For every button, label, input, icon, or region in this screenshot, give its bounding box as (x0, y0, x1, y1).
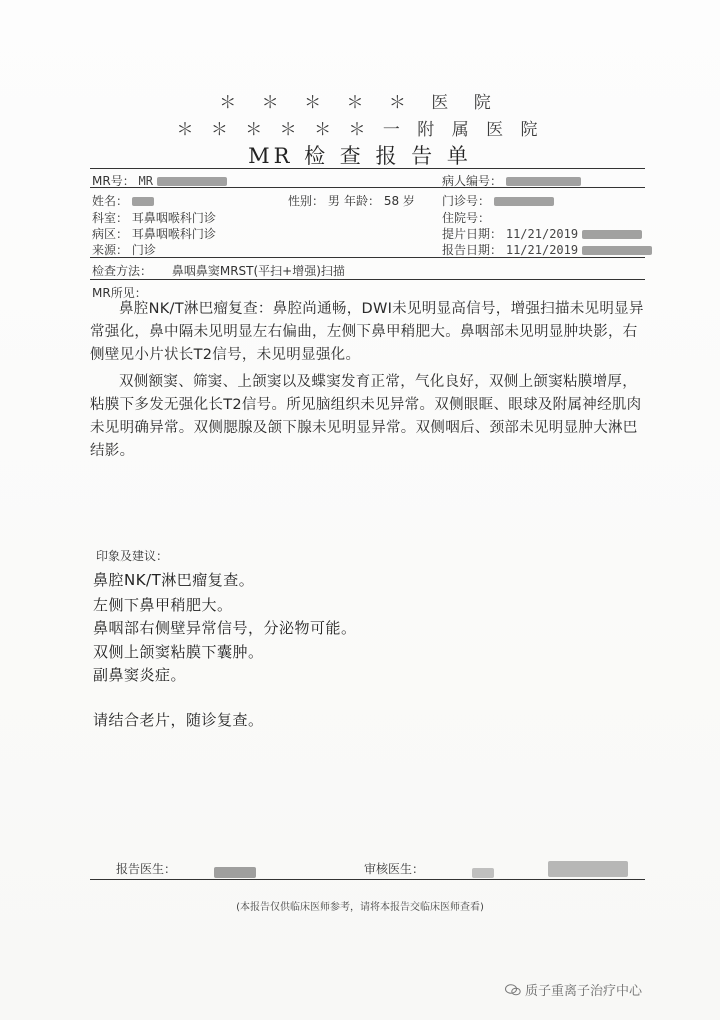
hospital-name-line1: ＊ ＊ ＊ ＊ ＊ 医 院 (219, 93, 501, 113)
impression-line: 左侧下鼻甲稍肥大。 (93, 596, 233, 614)
footer-divider (90, 879, 645, 880)
source-label: 来源： (92, 243, 129, 257)
impression-line: 鼻腔NK/T淋巴瘤复查。 (93, 571, 255, 589)
watermark-text: 质子重离子治疗中心 (525, 984, 643, 999)
department-label: 科室： (92, 211, 129, 225)
reviewer-label: 审核医生： (364, 862, 425, 876)
report-date-field (442, 241, 652, 258)
name-label: 姓名： (92, 194, 129, 208)
clinic-number-label: 门诊号： (442, 194, 491, 208)
method-divider (90, 279, 645, 280)
ward-value: 耳鼻咽喉科门诊 (131, 227, 216, 241)
sex-label: 性别： (288, 194, 325, 208)
patient-number-label: 病人编号： (442, 174, 503, 188)
admission-number-label: 住院号： (442, 211, 491, 225)
findings-paragraph: 双侧额窦、筛窦、上颌窦以及蝶窦发育正常，气化良好，双侧上颌窦粘膜增厚，粘膜下多发无强化长T2信号。所见脑组织未见异常。双侧眼眶、眼球及附属神经肌肉未见明确异常。双侧腮腺及颌下腺未见明显异常。双侧咽后、颈部未见明显肿大淋巴结影。 (90, 374, 642, 459)
age-field (344, 192, 415, 209)
report-title: MR 检 查 报 告 单 (248, 144, 472, 168)
ward-label: 病区： (92, 227, 129, 241)
request-date-label: 提片日期： (442, 227, 503, 241)
redacted-mark (157, 177, 227, 186)
reviewer-stamp (548, 858, 628, 877)
mr-number-label: MR号： (92, 174, 135, 188)
sex-value: 男 (327, 194, 340, 208)
sex-field (288, 192, 340, 209)
method-value: 鼻咽鼻窦MRST(平扫+增强)扫描 (171, 264, 345, 278)
redacted-mark (494, 197, 554, 206)
method-label: 检查方法： (92, 264, 153, 278)
impression-line: 双侧上颌窦粘膜下囊肿。 (93, 643, 264, 661)
admission-number-field (442, 209, 490, 226)
redacted-mark (582, 246, 652, 255)
request-date-field (442, 225, 642, 242)
source-field (92, 241, 156, 258)
department-value: 耳鼻咽喉科门诊 (131, 211, 216, 225)
report-date-label: 报告日期： (442, 243, 503, 257)
info-divider (90, 187, 645, 188)
wechat-icon (505, 984, 521, 996)
age-label: 年龄： (344, 194, 381, 208)
method-field (92, 262, 345, 279)
advice-line: 请结合老片，随诊复查。 (93, 711, 264, 729)
source-value: 门诊 (131, 243, 156, 257)
findings-paragraph: 鼻腔NK/T淋巴瘤复查：鼻腔尚通畅，DWI未见明显高信号，增强扫描未见明显异常强化，鼻中隔未见明显左右偏曲，左侧下鼻甲稍肥大。鼻咽部未见明显肿块影，右侧壁见小片状长T2信号，未见明显强化。 (90, 301, 644, 363)
department-field (92, 209, 216, 226)
clinic-number-field (442, 192, 554, 209)
hospital-name-line2: ＊ ＊ ＊ ＊ ＊ ＊ 一 附 属 医 院 (176, 120, 544, 140)
request-date-value: 11/21/2019 (505, 227, 579, 241)
info-bottom-divider (90, 257, 645, 258)
header-divider (90, 168, 645, 169)
findings-body (90, 298, 646, 463)
findings-label: MR所见： (92, 286, 147, 300)
name-field (92, 192, 154, 209)
redacted-mark (582, 230, 642, 239)
redacted-mark (548, 861, 628, 877)
report-date-value: 11/21/2019 (505, 243, 579, 257)
ward-field (92, 225, 216, 242)
watermark (505, 980, 642, 999)
redacted-mark (472, 868, 494, 878)
impression-line: 副鼻窦炎症。 (93, 666, 187, 684)
reporter-label: 报告医生： (116, 862, 177, 876)
redacted-mark (506, 177, 581, 186)
redacted-mark (132, 197, 154, 206)
redacted-mark (214, 867, 256, 878)
impression-label: 印象及建议： (96, 549, 169, 563)
impression-line: 鼻咽部右侧壁异常信号，分泌物可能。 (93, 619, 357, 637)
disclaimer: (本报告仅供临床医师参考，请将本报告交临床医师查看) (236, 902, 484, 913)
age-value: 58 岁 (383, 194, 415, 208)
mr-number-value: MR (138, 174, 153, 188)
